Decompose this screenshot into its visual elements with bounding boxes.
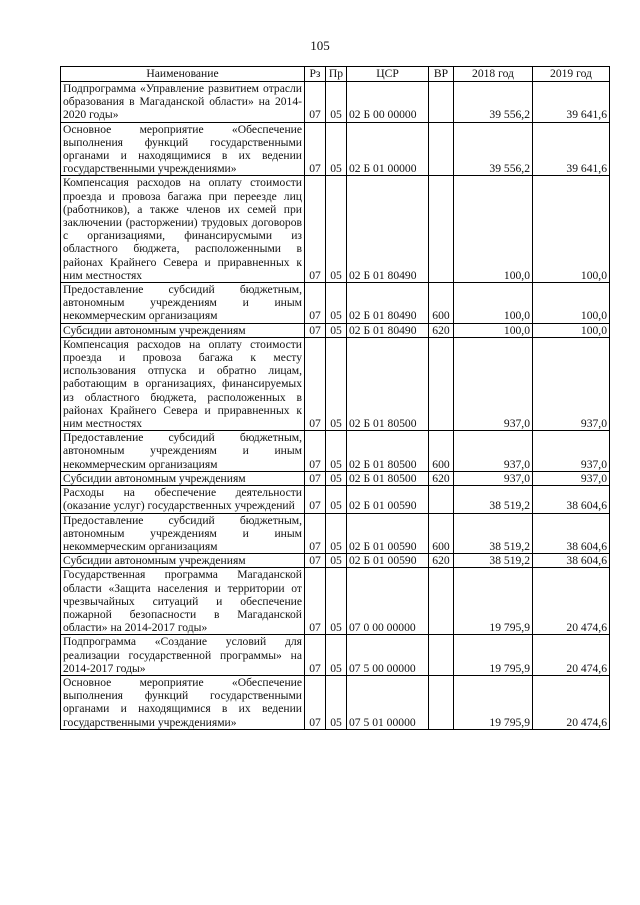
row-pr: 05	[326, 675, 347, 729]
table-row	[61, 82, 610, 123]
header-rz: Рз	[305, 67, 326, 82]
row-rz: 07	[305, 337, 326, 430]
row-2018: 19 795,9	[454, 675, 533, 729]
row-vr	[429, 568, 454, 635]
row-csr: 02 Б 01 00000	[347, 122, 429, 176]
table-row	[61, 283, 610, 324]
row-2019: 937,0	[533, 431, 610, 472]
row-name: Подпрограмма «Управление развитием отрасли образования в Магаданской области» на 2014-2020 годы»	[61, 82, 305, 123]
row-vr	[429, 176, 454, 283]
row-2019: 39 641,6	[533, 122, 610, 176]
row-rz: 07	[305, 554, 326, 568]
row-vr: 600	[429, 431, 454, 472]
row-vr: 620	[429, 554, 454, 568]
row-pr: 05	[326, 486, 347, 513]
row-csr: 02 Б 01 00590	[347, 486, 429, 513]
table-row	[61, 431, 610, 472]
row-rz: 07	[305, 82, 326, 123]
row-2018: 100,0	[454, 176, 533, 283]
row-rz: 07	[305, 431, 326, 472]
row-csr: 07 0 00 00000	[347, 568, 429, 635]
row-2019: 39 641,6	[533, 82, 610, 123]
row-vr	[429, 635, 454, 676]
table-row	[61, 513, 610, 554]
budget-table	[60, 66, 610, 730]
row-2018: 38 519,2	[454, 554, 533, 568]
row-pr: 05	[326, 176, 347, 283]
row-pr: 05	[326, 431, 347, 472]
table-row	[61, 337, 610, 430]
row-name: Расходы на обеспечение деятельности (оказание услуг) государственных учреждений	[61, 486, 305, 513]
row-2018: 38 519,2	[454, 486, 533, 513]
row-2019: 100,0	[533, 176, 610, 283]
header-vr: ВР	[429, 67, 454, 82]
row-pr: 05	[326, 323, 347, 337]
row-vr: 620	[429, 471, 454, 485]
table-row	[61, 122, 610, 176]
row-rz: 07	[305, 122, 326, 176]
row-2018: 937,0	[454, 431, 533, 472]
table-row	[61, 323, 610, 337]
row-rz: 07	[305, 176, 326, 283]
page-number: 105	[310, 38, 330, 53]
row-vr	[429, 675, 454, 729]
table-row	[61, 554, 610, 568]
row-vr: 620	[429, 323, 454, 337]
row-2018: 937,0	[454, 471, 533, 485]
header-pr: Пр	[326, 67, 347, 82]
row-2018: 100,0	[454, 323, 533, 337]
row-csr: 02 Б 00 00000	[347, 82, 429, 123]
row-name: Компенсация расходов на оплату стоимости проезда и провоза багажа к месту использования отпуска и обратно лицам, работающим в организациях, финансируемых из областного бюджета, расположенных в районах Крайнего Севера и приравненных к ним местностях	[61, 337, 305, 430]
row-2019: 100,0	[533, 323, 610, 337]
row-csr: 02 Б 01 80500	[347, 431, 429, 472]
row-2019: 937,0	[533, 471, 610, 485]
row-2019: 38 604,6	[533, 513, 610, 554]
row-rz: 07	[305, 513, 326, 554]
header-name: Наименование	[61, 67, 305, 82]
row-vr: 600	[429, 283, 454, 324]
row-2019: 20 474,6	[533, 675, 610, 729]
row-vr	[429, 82, 454, 123]
row-csr: 02 Б 01 00590	[347, 513, 429, 554]
row-name: Государственная программа Магаданской области «Защита населения и территории от чрезвычайных ситуаций и обеспечение пожарной безопасности в Магаданской области» на 2014-2017 годы»	[61, 568, 305, 635]
row-name: Предоставление субсидий бюджетным, автономным учреждениям и иным некоммерческим организациям	[61, 283, 305, 324]
row-csr: 02 Б 01 80500	[347, 471, 429, 485]
table-row	[61, 635, 610, 676]
row-pr: 05	[326, 635, 347, 676]
row-rz: 07	[305, 471, 326, 485]
row-2018: 100,0	[454, 283, 533, 324]
row-2019: 100,0	[533, 283, 610, 324]
row-csr: 02 Б 01 80490	[347, 176, 429, 283]
row-csr: 02 Б 01 80490	[347, 323, 429, 337]
row-csr: 02 Б 01 80490	[347, 283, 429, 324]
row-rz: 07	[305, 323, 326, 337]
row-name: Компенсация расходов на оплату стоимости проезда и провоза багажа при переезде лиц (работников), а также членов их семей при заключении (расторжении) трудовых договоров с организациями, финансирусмыми из областного бюджета, расположенными в районах Крайнего Севера и приравненных к ним местностях	[61, 176, 305, 283]
row-vr	[429, 122, 454, 176]
row-pr: 05	[326, 337, 347, 430]
row-rz: 07	[305, 675, 326, 729]
row-name: Предоставление субсидий бюджетным, автономным учреждениям и иным некоммерческим организациям	[61, 431, 305, 472]
row-name: Основное мероприятие «Обеспечение выполнения функций государственными органами и находящимися в их ведении государственными учреждениями»	[61, 122, 305, 176]
table-row	[61, 176, 610, 283]
table-row	[61, 471, 610, 485]
header-csr: ЦСР	[347, 67, 429, 82]
table-row	[61, 568, 610, 635]
row-2019: 38 604,6	[533, 554, 610, 568]
row-name: Предоставление субсидий бюджетным, автономным учреждениям и иным некоммерческим организациям	[61, 513, 305, 554]
table-row	[61, 675, 610, 729]
row-pr: 05	[326, 471, 347, 485]
row-rz: 07	[305, 635, 326, 676]
row-rz: 07	[305, 283, 326, 324]
row-csr: 02 Б 01 00590	[347, 554, 429, 568]
header-2018: 2018 год	[454, 67, 533, 82]
row-pr: 05	[326, 122, 347, 176]
row-pr: 05	[326, 568, 347, 635]
row-rz: 07	[305, 568, 326, 635]
row-2018: 19 795,9	[454, 568, 533, 635]
row-name: Основное мероприятие «Обеспечение выполнения функций государственными органами и находящимися в их ведении государственными учреждениями»	[61, 675, 305, 729]
row-rz: 07	[305, 486, 326, 513]
header-2019: 2019 год	[533, 67, 610, 82]
row-2018: 38 519,2	[454, 513, 533, 554]
row-vr: 600	[429, 513, 454, 554]
row-vr	[429, 337, 454, 430]
row-2019: 937,0	[533, 337, 610, 430]
row-csr: 07 5 01 00000	[347, 675, 429, 729]
table-row	[61, 486, 610, 513]
row-pr: 05	[326, 82, 347, 123]
row-2018: 19 795,9	[454, 635, 533, 676]
row-pr: 05	[326, 554, 347, 568]
row-2018: 937,0	[454, 337, 533, 430]
row-name: Субсидии автономным учреждениям	[61, 554, 305, 568]
row-2019: 38 604,6	[533, 486, 610, 513]
row-name: Подпрограмма «Создание условий для реализации государственной программы» на 2014-2017 годы»	[61, 635, 305, 676]
row-pr: 05	[326, 283, 347, 324]
row-name: Субсидии автономным учреждениям	[61, 471, 305, 485]
row-vr	[429, 486, 454, 513]
row-csr: 07 5 00 00000	[347, 635, 429, 676]
table-header-row	[61, 67, 610, 82]
row-2018: 39 556,2	[454, 122, 533, 176]
row-2018: 39 556,2	[454, 82, 533, 123]
row-pr: 05	[326, 513, 347, 554]
row-name: Субсидии автономным учреждениям	[61, 323, 305, 337]
row-2019: 20 474,6	[533, 568, 610, 635]
row-csr: 02 Б 01 80500	[347, 337, 429, 430]
row-2019: 20 474,6	[533, 635, 610, 676]
